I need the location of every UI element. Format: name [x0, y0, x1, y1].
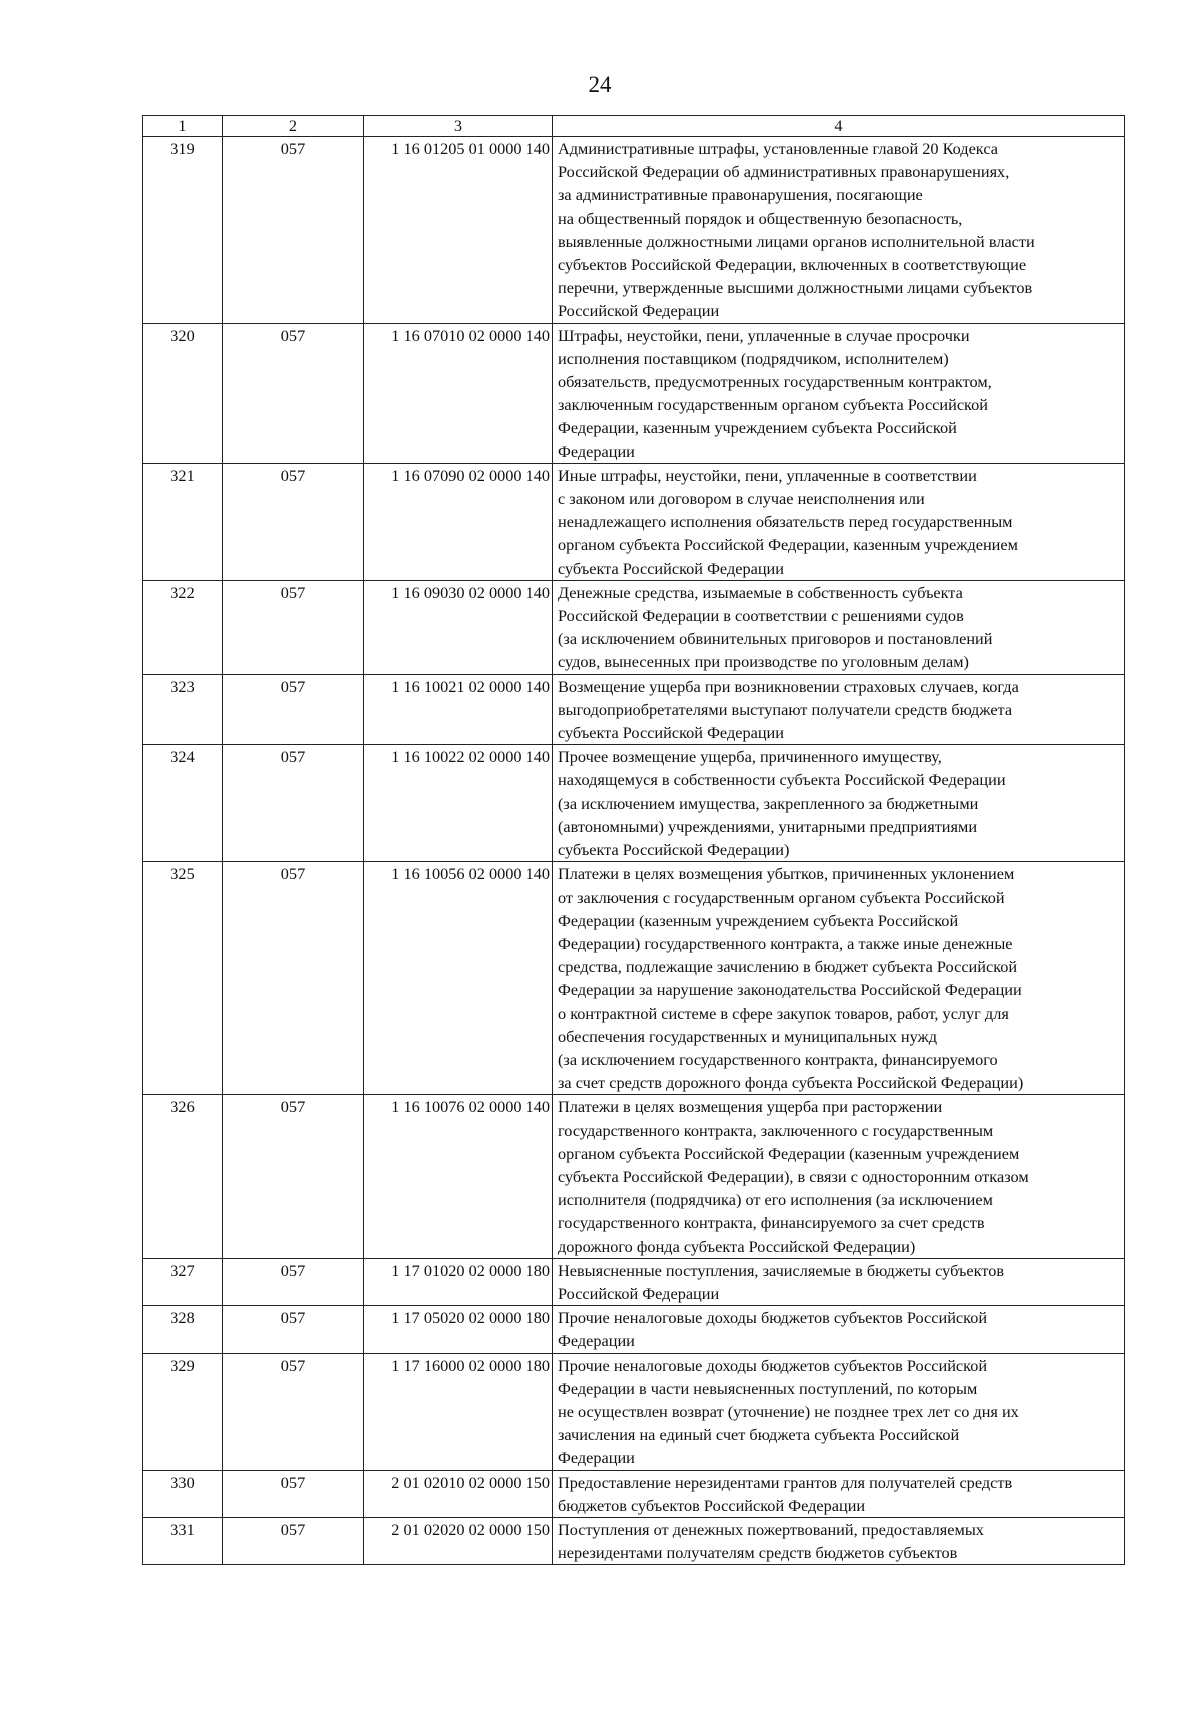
- description-line: органом субъекта Российской Федерации (казенным учреждением: [558, 1143, 1020, 1163]
- description-cell: [553, 1306, 1125, 1353]
- budget-classification-code-cell: 1 16 01205 01 0000 140: [364, 137, 553, 324]
- description-line: (за исключением государственного контракта, финансируемого: [558, 1049, 998, 1069]
- description-line: государственного контракта, заключенного с государственным: [558, 1120, 994, 1140]
- table-header-row: [143, 116, 1125, 137]
- description-line: обеспечения государственных и муниципальных нужд: [558, 1026, 938, 1046]
- table-row: [143, 463, 1125, 580]
- description-line: Прочее возмещение ущерба, причиненного имуществу,: [558, 747, 942, 767]
- table-row: [143, 1470, 1125, 1517]
- page-number: 24: [588, 72, 612, 97]
- row-number-cell: 329: [143, 1353, 223, 1470]
- description-line: с законом или договором в случае неисполнения или: [558, 489, 925, 509]
- admin-code-cell: 057: [223, 674, 364, 745]
- row-number-cell: 319: [143, 137, 223, 324]
- description-line: не осуществлен возврат (уточнение) не позднее трех лет со дня их: [558, 1401, 1019, 1421]
- budget-classification-code-cell: 1 16 10021 02 0000 140: [364, 674, 553, 745]
- description-line: средства, подлежащие зачислению в бюджет субъекта Российской: [558, 957, 1018, 977]
- description-cell: [553, 323, 1125, 463]
- description-line: Федерации: [558, 1448, 635, 1468]
- admin-code-cell: 057: [223, 137, 364, 324]
- description-cell: [553, 1095, 1125, 1258]
- description-line: субъектов Российской Федерации, включенных в соответствующие: [558, 255, 1027, 275]
- description-line: перечни, утвержденные высшими должностными лицами субъектов: [558, 278, 1033, 298]
- admin-code-cell: 057: [223, 862, 364, 1095]
- description-cell: [553, 674, 1125, 745]
- budget-classification-code-cell: 1 17 05020 02 0000 180: [364, 1306, 553, 1353]
- description-line: за счет средств дорожного фонда субъекта Российской Федерации): [558, 1073, 1024, 1093]
- description-line: находящемуся в собственности субъекта Российской Федерации: [558, 770, 1006, 790]
- description-line: выявленные должностными лицами органов исполнительной власти: [558, 231, 1035, 251]
- description-line: за административные правонарушения, посягающие: [558, 185, 923, 205]
- column-header-1: 1: [143, 116, 223, 137]
- description-line: Федерации в части невыясненных поступлений, по которым: [558, 1378, 978, 1398]
- table-row: [143, 1306, 1125, 1353]
- description-line: Иные штрафы, неустойки, пени, уплаченные в соответствии: [558, 465, 977, 485]
- description-line: Платежи в целях возмещения ущерба при расторжении: [558, 1097, 943, 1117]
- description-line: Российской Федерации об административных правонарушениях,: [558, 162, 1010, 182]
- table-row: [143, 1258, 1125, 1305]
- admin-code-cell: 057: [223, 463, 364, 580]
- budget-classification-code-cell: 1 16 10076 02 0000 140: [364, 1095, 553, 1258]
- description-line: Предоставление нерезидентами грантов для получателей средств: [558, 1472, 1013, 1492]
- budget-classification-code-cell: 2 01 02010 02 0000 150: [364, 1470, 553, 1517]
- table-row: [143, 745, 1125, 862]
- column-header-3: 3: [364, 116, 553, 137]
- table-row: [143, 1353, 1125, 1470]
- description-line: нерезидентами получателям средств бюджетов субъектов: [558, 1543, 958, 1563]
- description-line: Административные штрафы, установленные главой 20 Кодекса: [558, 139, 998, 158]
- admin-code-cell: 057: [223, 1470, 364, 1517]
- description-line: Невыясненные поступления, зачисляемые в бюджеты субъектов: [558, 1260, 1005, 1280]
- table-row: [143, 580, 1125, 674]
- admin-code-cell: 057: [223, 1095, 364, 1258]
- description-line: Российской Федерации в соответствии с решениями судов: [558, 606, 964, 626]
- description-line: органом субъекта Российской Федерации, казенным учреждением: [558, 535, 1018, 555]
- row-number-cell: 327: [143, 1258, 223, 1305]
- description-line: Российской Федерации: [558, 301, 720, 321]
- description-line: исполнителя (подрядчика) от его исполнения (за исключением: [558, 1190, 993, 1210]
- description-line: (за исключением обвинительных приговоров и постановлений: [558, 629, 993, 649]
- description-line: Федерации) государственного контракта, а также иные денежные: [558, 933, 1013, 953]
- description-line: Возмещение ущерба при возникновении страховых случаев, когда: [558, 676, 1019, 696]
- admin-code-cell: 057: [223, 1353, 364, 1470]
- table-row: [143, 1517, 1125, 1564]
- description-cell: [553, 1517, 1125, 1564]
- table-row: [143, 674, 1125, 745]
- budget-classification-code-cell: 2 01 02020 02 0000 150: [364, 1517, 553, 1564]
- table-row: [143, 862, 1125, 1095]
- description-line: судов, вынесенных при производстве по уголовным делам): [558, 652, 969, 672]
- description-line: субъекта Российской Федерации): [558, 840, 790, 860]
- row-number-cell: 322: [143, 580, 223, 674]
- description-line: Федерации, казенным учреждением субъекта Российской: [558, 418, 957, 438]
- description-line: о контрактной системе в сфере закупок товаров, работ, услуг для: [558, 1003, 1009, 1023]
- description-line: Федерации (казенным учреждением субъекта Российской: [558, 910, 959, 930]
- description-line: Платежи в целях возмещения убытков, причиненных уклонением: [558, 864, 1015, 884]
- description-cell: [553, 1258, 1125, 1305]
- row-number-cell: 328: [143, 1306, 223, 1353]
- description-line: Поступления от денежных пожертвований, предоставляемых: [558, 1519, 984, 1539]
- description-line: субъекта Российской Федерации: [558, 558, 784, 578]
- description-cell: [553, 1353, 1125, 1470]
- description-line: Федерации: [558, 441, 635, 461]
- description-line: субъекта Российской Федерации: [558, 723, 784, 743]
- description-cell: [553, 580, 1125, 674]
- admin-code-cell: 057: [223, 1517, 364, 1564]
- column-header-4: 4: [553, 116, 1125, 137]
- description-line: на общественный порядок и общественную безопасность,: [558, 208, 963, 228]
- description-line: (за исключением имущества, закрепленного за бюджетными: [558, 793, 979, 813]
- row-number-cell: 324: [143, 745, 223, 862]
- column-header-2: 2: [223, 116, 364, 137]
- description-line: Федерации: [558, 1331, 635, 1351]
- row-number-cell: 323: [143, 674, 223, 745]
- budget-classification-code-cell: 1 17 16000 02 0000 180: [364, 1353, 553, 1470]
- description-line: субъекта Российской Федерации), в связи с односторонним отказом: [558, 1166, 1029, 1186]
- description-line: Российской Федерации: [558, 1283, 720, 1303]
- budget-classification-code-cell: 1 16 10056 02 0000 140: [364, 862, 553, 1095]
- revenue-codes-table: [142, 115, 1125, 1565]
- description-line: заключенным государственным органом субъекта Российской: [558, 395, 988, 415]
- row-number-cell: 330: [143, 1470, 223, 1517]
- admin-code-cell: 057: [223, 745, 364, 862]
- description-line: Федерации за нарушение законодательства Российской Федерации: [558, 980, 1022, 1000]
- row-number-cell: 321: [143, 463, 223, 580]
- description-line: ненадлежащего исполнения обязательств перед государственным: [558, 512, 1013, 532]
- budget-classification-code-cell: 1 16 07090 02 0000 140: [364, 463, 553, 580]
- admin-code-cell: 057: [223, 580, 364, 674]
- description-line: (автономными) учреждениями, унитарными предприятиями: [558, 816, 978, 836]
- description-line: Денежные средства, изымаемые в собственность субъекта: [558, 582, 963, 602]
- description-line: зачисления на единый счет бюджета субъекта Российской: [558, 1425, 960, 1445]
- description-line: дорожного фонда субъекта Российской Федерации): [558, 1236, 916, 1256]
- budget-classification-code-cell: 1 16 09030 02 0000 140: [364, 580, 553, 674]
- admin-code-cell: 057: [223, 323, 364, 463]
- description-cell: [553, 137, 1125, 324]
- description-cell: [553, 862, 1125, 1095]
- description-cell: [553, 463, 1125, 580]
- row-number-cell: 331: [143, 1517, 223, 1564]
- admin-code-cell: 057: [223, 1306, 364, 1353]
- budget-classification-code-cell: 1 17 01020 02 0000 180: [364, 1258, 553, 1305]
- budget-classification-code-cell: 1 16 10022 02 0000 140: [364, 745, 553, 862]
- description-line: Штрафы, неустойки, пени, уплаченные в случае просрочки: [558, 325, 970, 345]
- row-number-cell: 326: [143, 1095, 223, 1258]
- description-cell: [553, 1470, 1125, 1517]
- row-number-cell: 325: [143, 862, 223, 1095]
- description-line: от заключения с государственным органом субъекта Российской: [558, 887, 1005, 907]
- table-body: [143, 137, 1125, 1565]
- description-line: выгодоприобретателями выступают получатели средств бюджета: [558, 699, 1013, 719]
- table-row: [143, 137, 1125, 324]
- table-row: [143, 1095, 1125, 1258]
- description-line: бюджетов субъектов Российской Федерации: [558, 1495, 866, 1515]
- description-line: обязательств, предусмотренных государственным контрактом,: [558, 372, 992, 392]
- admin-code-cell: 057: [223, 1258, 364, 1305]
- description-line: исполнения поставщиком (подрядчиком, исполнителем): [558, 348, 949, 368]
- description-line: Прочие неналоговые доходы бюджетов субъектов Российской: [558, 1308, 988, 1328]
- description-cell: [553, 745, 1125, 862]
- table-row: [143, 323, 1125, 463]
- description-line: Прочие неналоговые доходы бюджетов субъектов Российской: [558, 1355, 988, 1375]
- row-number-cell: 320: [143, 323, 223, 463]
- description-line: государственного контракта, финансируемого за счет средств: [558, 1213, 985, 1233]
- budget-classification-code-cell: 1 16 07010 02 0000 140: [364, 323, 553, 463]
